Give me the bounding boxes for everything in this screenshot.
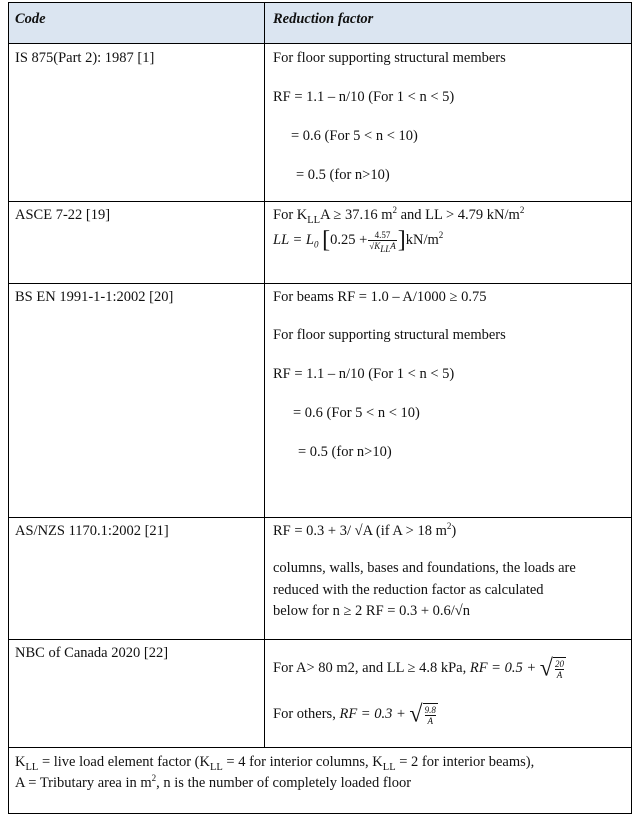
text-line: For floor supporting structural members bbox=[273, 50, 506, 66]
text-line: = 0.6 (For 5 < n < 10) bbox=[291, 128, 418, 144]
reduction-factor-table bbox=[8, 2, 632, 814]
text-line: = 0.5 (for n>10) bbox=[296, 167, 390, 183]
asce-condition: For $K_{LL}A \ge 37.16$ $m^2$ and LL > 4.79 $kN/m^2$ bbox=[273, 205, 525, 226]
footnote-line-1: $K_{LL}$ = live load element factor ($K_{LL} = 4$ for interior columns, $K_{LL} = 2$ for interior beams), bbox=[15, 754, 535, 773]
code-asnzs: AS/NZS 1170.1:2002 [21] bbox=[15, 523, 169, 539]
text-line: RF = 1.1 – n/10 (For 1 < n < 5) bbox=[273, 366, 455, 382]
row-divider bbox=[9, 201, 631, 202]
text-line: reduced with the reduction factor as calculated bbox=[273, 582, 544, 598]
code-nbc: NBC of Canada 2020 [22] bbox=[15, 645, 169, 661]
text-line: For floor supporting structural members bbox=[273, 327, 506, 343]
row-divider bbox=[9, 517, 631, 518]
code-bsen: BS EN 1991-1-1:2002 [20] bbox=[15, 289, 174, 305]
header-reduction-factor: Reduction factor bbox=[273, 11, 374, 27]
footnote-line-2: A = Tributary area in $m^2$, n is the number of completely loaded floor bbox=[15, 773, 412, 791]
text-line: For beams RF = 1.0 – A/1000 ≥ 0.75 bbox=[273, 289, 487, 305]
row-divider bbox=[9, 747, 631, 748]
text-line: below for n ≥ 2 RF = 0.3 + 0.6/√n bbox=[273, 603, 471, 619]
code-is875: IS 875(Part 2): 1987 [1] bbox=[15, 50, 155, 66]
row-divider bbox=[9, 43, 631, 44]
text-line: columns, walls, bases and foundations, the loads are bbox=[273, 560, 576, 576]
nbc-formula-1: For A> 80 m2, and LL ≥ 4.8 kPa, RF = 0.5 + √ $\frac{20}{A}$ bbox=[273, 655, 564, 682]
column-divider bbox=[264, 3, 265, 747]
nbc-formula-2: For others, RF = 0.3 + √ $\frac{9.8}{A}$ bbox=[273, 701, 436, 728]
text-line: = 0.6 (For 5 < n < 10) bbox=[293, 405, 420, 421]
row-divider bbox=[9, 283, 631, 284]
text-line: = 0.5 (for n>10) bbox=[298, 444, 392, 460]
asnzs-formula: RF = 0.3 + 3/ √A (if A > 18 $m^2$) bbox=[273, 521, 457, 539]
code-asce: ASCE 7-22 [19] bbox=[15, 207, 111, 223]
row-divider bbox=[9, 639, 631, 640]
asce-formula: LL = $L_0$ [0.25 + $\frac{4.57}{√K_{LL}A}$ ]$kN/m^2$ bbox=[273, 226, 444, 254]
text-line: RF = 1.1 – n/10 (For 1 < n < 5) bbox=[273, 89, 455, 105]
header-code: Code bbox=[15, 11, 46, 27]
